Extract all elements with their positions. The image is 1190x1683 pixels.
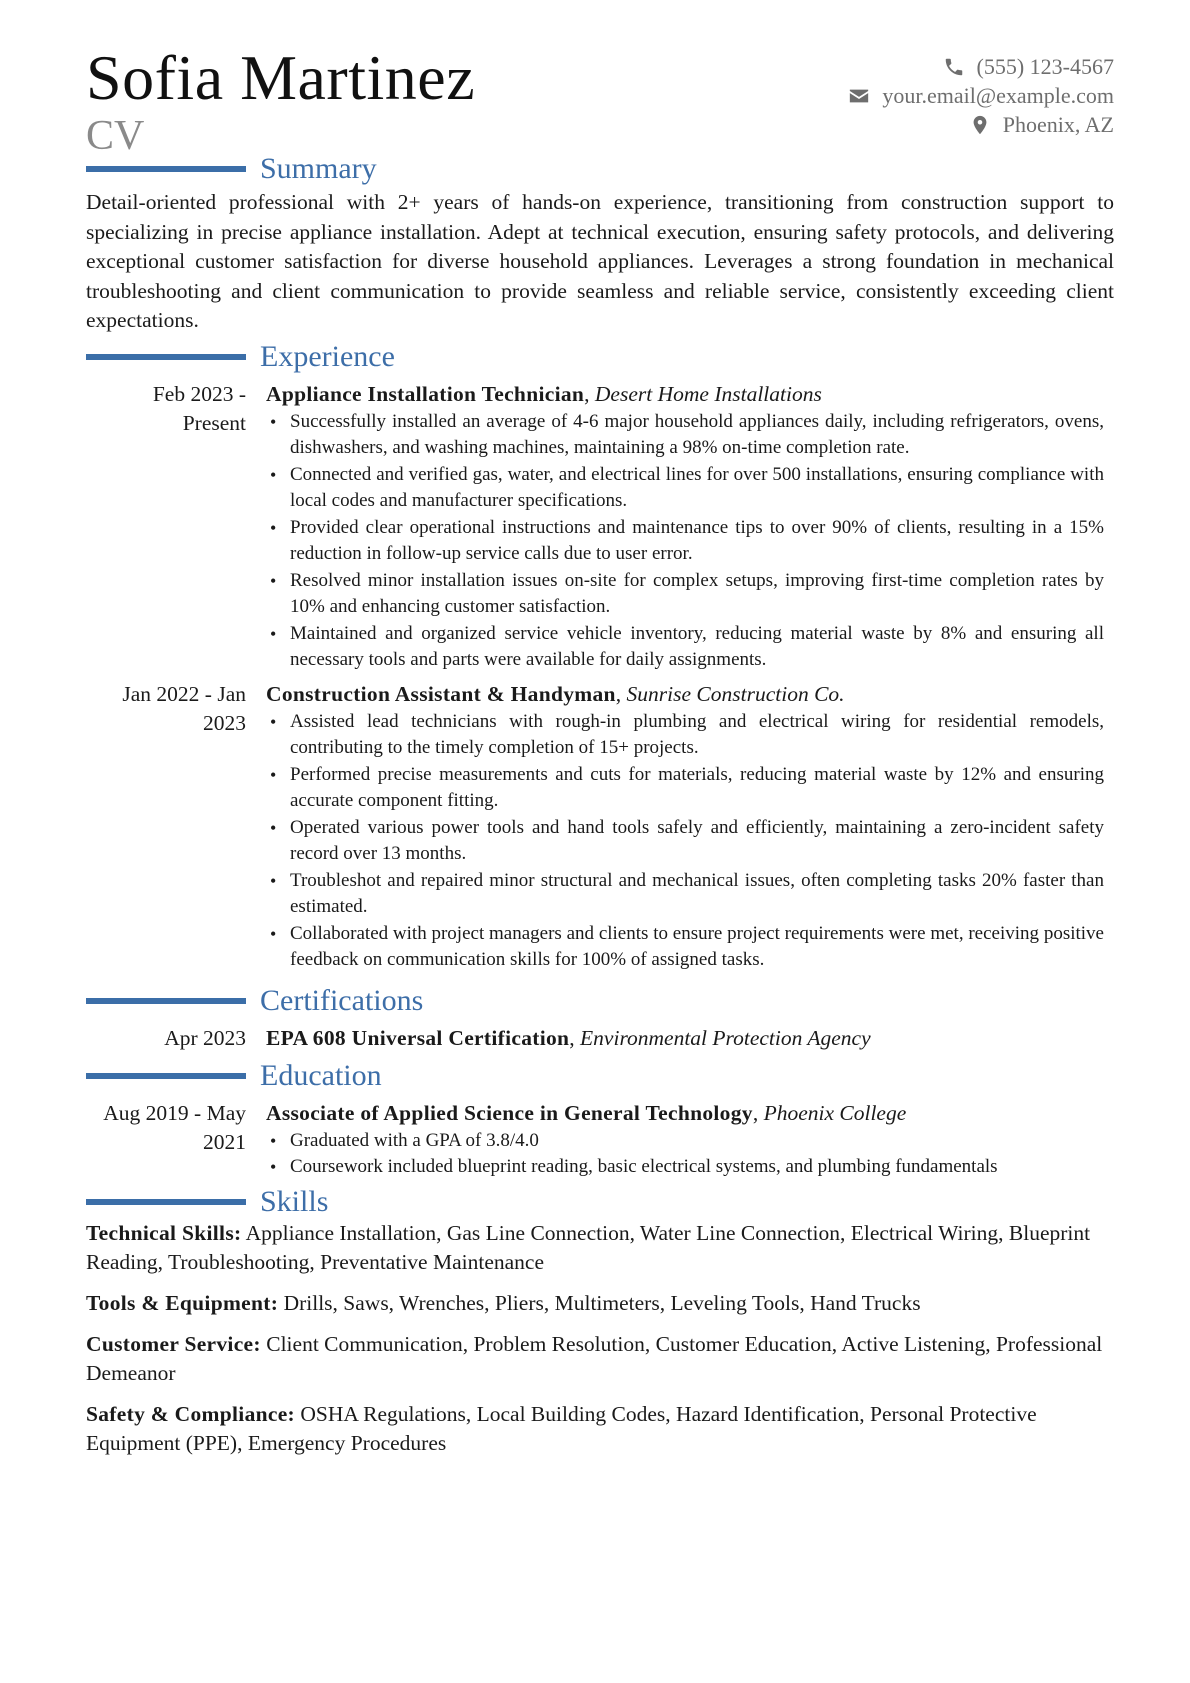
skills-row (86, 1219, 1114, 1277)
list-item: • Troubleshot and repaired minor structural and mechanical issues, often completing tasks 20% faster than estimated. (266, 868, 1114, 921)
certification-entry (86, 1024, 1114, 1053)
entry-title: Appliance Installation Technician, Desert Home Installations (266, 381, 822, 406)
skills-value: Client Communication, Problem Resolution, Customer Education, Active Listening, Professional Demeanor (86, 1331, 1103, 1385)
skills-label: Tools & Equipment: (86, 1290, 279, 1315)
skills-row (86, 1289, 1114, 1318)
entry-title: EPA 608 Universal Certification, Environmental Protection Agency (266, 1025, 871, 1050)
section-bar (86, 1199, 246, 1205)
skills-heading (86, 1185, 1114, 1219)
entry-body (266, 1024, 1114, 1053)
cv-page (86, 40, 1114, 1470)
section-title: Education (260, 1058, 382, 1092)
experience-heading (86, 340, 1114, 374)
skills-value: Appliance Installation, Gas Line Connection, Water Line Connection, Electrical Wiring, Blueprint Reading, Troubleshooting, Preventative Maintenance (86, 1220, 1091, 1274)
employer: Desert Home Installations (594, 381, 822, 406)
list-item: • Operated various power tools and hand tools safely and efficiently, maintaining a zero-incident safety record over 13 months. (266, 815, 1114, 868)
issuer: Environmental Protection Agency (580, 1025, 871, 1050)
envelope-icon (848, 85, 870, 107)
location-text: Phoenix, AZ (1002, 112, 1114, 137)
phone-number[interactable]: (555) 123-4567 (976, 54, 1114, 79)
list-item: • Performed precise measurements and cuts for materials, reducing material waste by 12% and ensuring accurate component fitting. (266, 762, 1114, 815)
document-subtitle: CV (86, 113, 145, 159)
degree: Associate of Applied Science in General Technology (266, 1100, 753, 1125)
school: Phoenix College (763, 1100, 907, 1125)
entry-title: Construction Assistant & Handyman, Sunrise Construction Co. (266, 681, 845, 706)
list-item: • Assisted lead technicians with rough-in plumbing and electrical wiring for residential remodels, contributing to the timely completion of 15+ projects. (266, 709, 1114, 762)
email-address[interactable]: your.email@example.com (882, 83, 1114, 108)
list-item: • Graduated with a GPA of 3.8/4.0 (266, 1128, 1114, 1155)
entry-date: Apr 2023 (164, 1025, 246, 1050)
skills-label: Customer Service: (86, 1331, 261, 1356)
entry-date: Feb 2023 - Present (152, 381, 246, 435)
entry-body (266, 1099, 1114, 1181)
entry-body (266, 380, 1114, 674)
certifications-heading (86, 984, 1114, 1018)
entry-date: Aug 2019 - May 2021 (103, 1100, 246, 1154)
list-item: • Resolved minor installation issues on-site for complex setups, improving first-time completion rates by 10% and enhancing customer satisfaction. (266, 568, 1114, 621)
list-item: • Collaborated with project managers and clients to ensure project requirements were met, receiving positive feedback on communication skills for 100% of assigned tasks. (266, 921, 1114, 974)
entry-date: Jan 2022 - Jan 2023 (122, 681, 246, 735)
section-title: Certifications (260, 983, 424, 1017)
entry-body (266, 680, 1114, 974)
list-item: • Maintained and organized service vehicle inventory, reducing material waste by 8% and ensuring all necessary tools and parts were available for daily assignments. (266, 621, 1114, 674)
list-item: • Coursework included blueprint reading, basic electrical systems, and plumbing fundamentals (266, 1154, 1114, 1181)
phone-icon (943, 56, 965, 78)
section-bar (86, 166, 246, 172)
section-bar (86, 1073, 246, 1079)
section-bar (86, 354, 246, 360)
location-line (848, 110, 1114, 139)
list-item: • Successfully installed an average of 4-6 major household appliances daily, including refrigerators, ovens, dishwashers, and washing machines, maintaining a 98% on-time completion rate. (266, 409, 1114, 462)
summary-heading (86, 152, 1114, 186)
list-item: • Provided clear operational instructions and maintenance tips to over 90% of clients, resulting in a 15% reduction in follow-up service calls due to user error. (266, 515, 1114, 568)
summary-text: Detail-oriented professional with 2+ years of hands-on experience, transitioning from construction support to specializing in precise appliance installation. Adept at technical execution, ensuring safety protocols, and delivering exceptional customer satisfaction for diverse household appliances. Leverages a strong foundation in mechanical troubleshooting and client communication to provide seamless and reliable service, consistently exceeding client expectations. (86, 190, 1114, 332)
experience-entry (86, 680, 1114, 974)
education-heading (86, 1059, 1114, 1093)
entry-title: Associate of Applied Science in General Technology, Phoenix College (266, 1100, 907, 1125)
section-bar (86, 998, 246, 1004)
skills-row (86, 1330, 1114, 1388)
section-title: Experience (260, 339, 395, 373)
job-title: Construction Assistant & Handyman (266, 681, 616, 706)
bullet-list (266, 409, 1114, 674)
experience-entry (86, 380, 1114, 674)
cv-header (86, 40, 1114, 159)
email-line (848, 81, 1114, 110)
skills-label: Technical Skills: (86, 1220, 242, 1245)
certification-name: EPA 608 Universal Certification (266, 1025, 570, 1050)
contact-block (848, 52, 1114, 139)
skills-value: Drills, Saws, Wrenches, Pliers, Multimeters, Leveling Tools, Hand Trucks (283, 1290, 921, 1315)
employer: Sunrise Construction Co. (626, 681, 845, 706)
bullet-list (266, 709, 1114, 974)
list-item: • Connected and verified gas, water, and electrical lines for over 500 installations, ensuring compliance with local codes and manufacturer specifications. (266, 462, 1114, 515)
phone-line (848, 52, 1114, 81)
section-title: Summary (260, 152, 377, 185)
skills-value: OSHA Regulations, Local Building Codes, Hazard Identification, Personal Protective Equipment (PPE), Emergency Procedures (86, 1401, 1037, 1455)
skills-row (86, 1400, 1114, 1458)
education-entry (86, 1099, 1114, 1181)
map-marker-icon (969, 114, 991, 136)
skills-label: Safety & Compliance: (86, 1401, 296, 1426)
bullet-list (266, 1128, 1114, 1181)
section-title: Skills (260, 1184, 329, 1218)
person-name: Sofia Martinez (86, 42, 476, 113)
job-title: Appliance Installation Technician (266, 381, 585, 406)
